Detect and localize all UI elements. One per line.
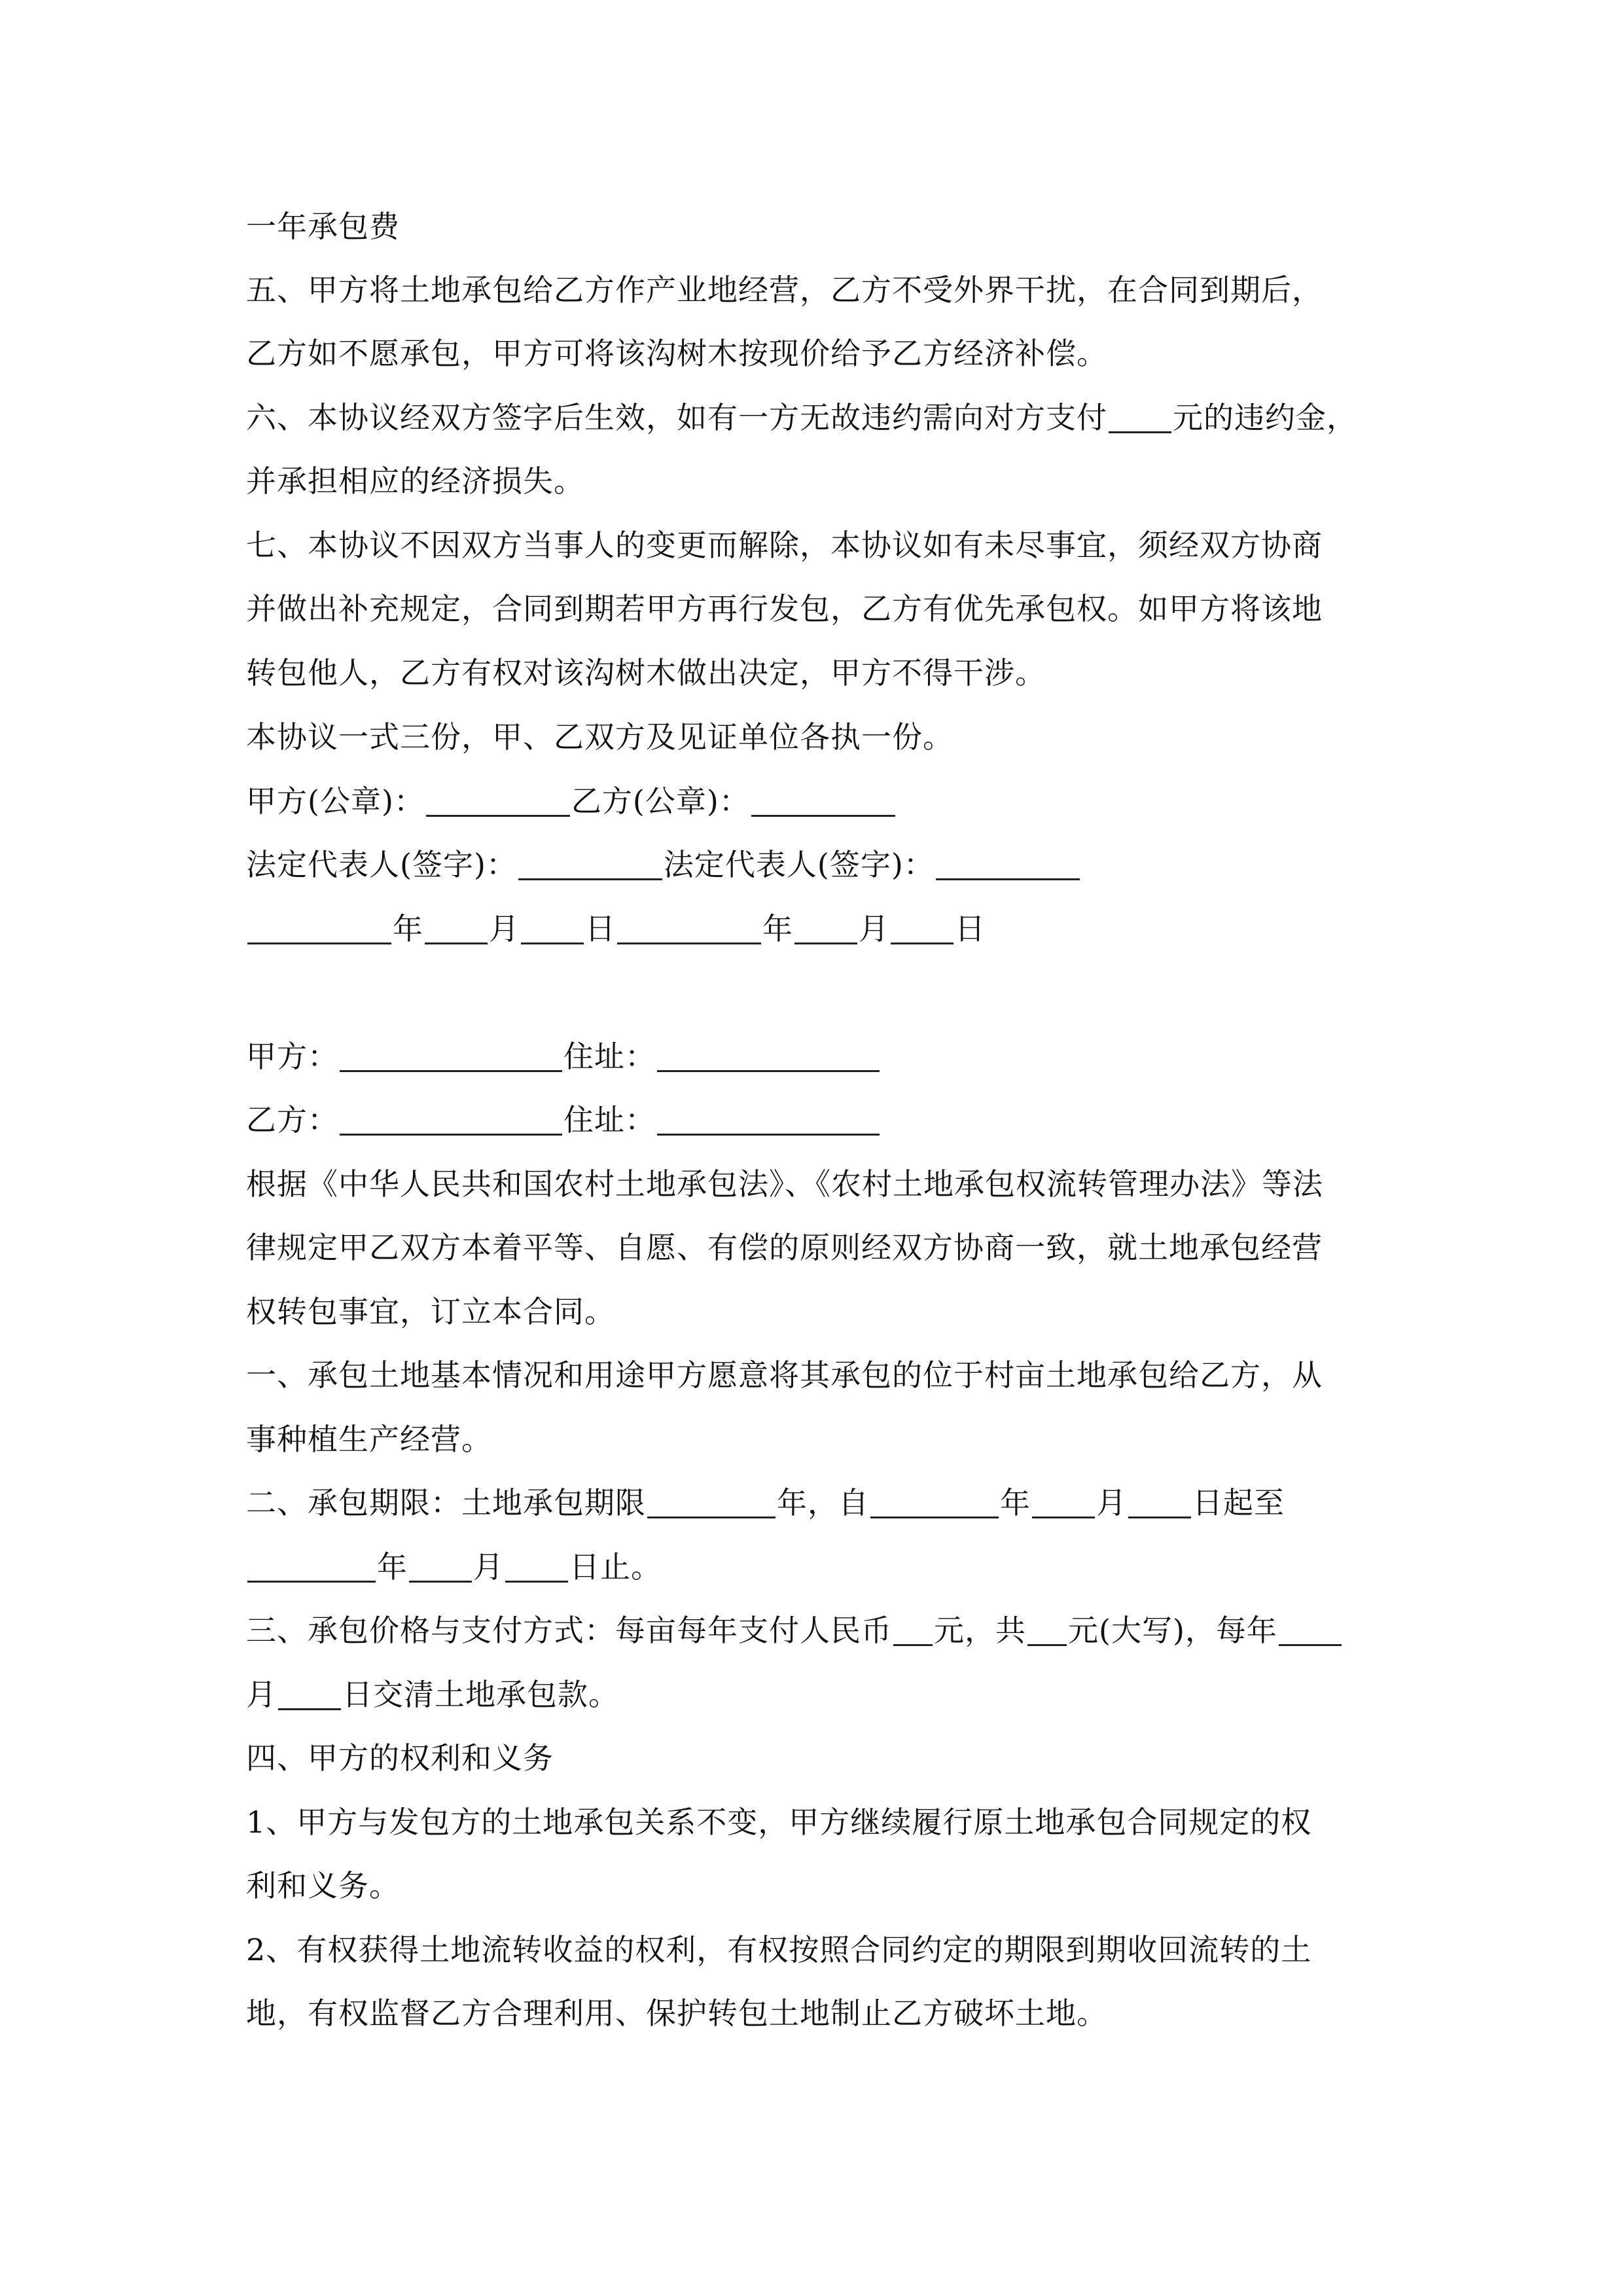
- party-a-address-blank: [657, 1032, 880, 1072]
- party-b-seal-label: 乙方(公章)：: [571, 783, 750, 819]
- party-a-label: 甲方：: [246, 1039, 338, 1074]
- line-text: 事种植生产经营。: [246, 1422, 492, 1457]
- clause-5-line-1: [246, 259, 1385, 322]
- party-a-seal-label: 甲方(公章)：: [246, 783, 425, 819]
- preamble-line-1: [246, 1153, 1385, 1216]
- party-b-line: [246, 1088, 1385, 1152]
- clause-6-line-2: [246, 450, 1385, 513]
- seal-line: [246, 770, 1385, 833]
- clause-3-line-2: [246, 1663, 1385, 1727]
- line-text: 地，有权监督乙方合理利用、保护转包土地制止乙方破坏土地。: [246, 1996, 1107, 2031]
- party-a-signature-blank: [518, 840, 662, 880]
- month-label: 月: [489, 911, 520, 946]
- clause-7-line-2: [246, 577, 1385, 641]
- end-month-blank: [409, 1543, 472, 1583]
- line-text: 元，共: [934, 1613, 1026, 1648]
- clause-1-line-2: [246, 1408, 1385, 1471]
- payment-day-blank: [278, 1670, 341, 1710]
- line-text: 四、甲方的权利和义务: [246, 1740, 554, 1776]
- year-label: 年: [762, 911, 793, 946]
- copies-line: [246, 706, 1385, 769]
- term-years-blank: [647, 1479, 776, 1518]
- party-b-label: 乙方：: [246, 1102, 338, 1138]
- line-text: 并做出补充规定，合同到期若甲方再行发包，乙方有优先承包权。如甲方将该地: [246, 591, 1323, 626]
- clause-4-1-line-2: [246, 1854, 1385, 1918]
- day-label: 日: [955, 911, 986, 946]
- line-text: 利和义务。: [246, 1868, 400, 1903]
- year-label: 年: [1000, 1485, 1031, 1520]
- line-text: 七、本协议不因双方当事人的变更而解除，本协议如有未尽事宜，须经双方协商: [246, 528, 1323, 563]
- end-year-blank: [247, 1543, 376, 1583]
- payment-month-blank: [1279, 1606, 1342, 1646]
- clause-7-line-3: [246, 641, 1385, 705]
- clause-4-2-line-1: [246, 1918, 1385, 1982]
- line-text: 一年承包费: [246, 209, 400, 244]
- party-b-signature-blank: [936, 840, 1080, 880]
- party-a-representative-label: 法定代表人(签字)：: [246, 847, 517, 882]
- preamble-line-3: [246, 1280, 1385, 1344]
- line-text: 权转包事宜，订立本合同。: [246, 1294, 615, 1329]
- line-text: 转包他人，乙方有权对该沟树木做出决定，甲方不得干涉。: [246, 655, 1046, 691]
- party-b-representative-label: 法定代表人(签字)：: [663, 847, 935, 882]
- clause-4-1-line-1: [246, 1791, 1385, 1854]
- line-text: 元(大写)，每年: [1068, 1613, 1277, 1648]
- date-line: [246, 897, 1385, 961]
- year-blank: [247, 905, 391, 944]
- address-label: 住址：: [563, 1102, 656, 1138]
- clause-1-line-1: [246, 1344, 1385, 1407]
- clause-2-line-1: [246, 1471, 1385, 1535]
- line-text: 日起至: [1192, 1485, 1285, 1520]
- day-label: 日: [585, 911, 616, 946]
- representative-line: [246, 833, 1385, 897]
- line-text: 律规定甲乙双方本着平等、自愿、有偿的原则经双方协商一致，就土地承包经营: [246, 1230, 1323, 1265]
- line-text: 三、承包价格与支付方式：每亩每年支付人民币: [246, 1613, 892, 1648]
- text-line: [246, 195, 1385, 259]
- month-label: 月: [1096, 1485, 1127, 1520]
- month-blank: [425, 905, 488, 944]
- party-b-address-blank: [657, 1096, 880, 1136]
- line-text: 日交清土地承包款。: [342, 1677, 619, 1712]
- clause-5-line-2: [246, 322, 1385, 386]
- total-amount-blank: [1027, 1606, 1067, 1646]
- line-text: 二、承包期限：土地承包期限: [246, 1485, 646, 1520]
- line-text: 1、甲方与发包方的土地承包关系不变，甲方继续履行原土地承包合同规定的权: [246, 1804, 1312, 1840]
- preamble-line-2: [246, 1216, 1385, 1280]
- end-day-blank: [505, 1543, 568, 1583]
- line-text: 并承担相应的经济损失。: [246, 463, 584, 499]
- day-blank: [521, 905, 584, 944]
- month-label: 月: [473, 1549, 504, 1585]
- year-label: 年: [393, 911, 423, 946]
- clause-6-line-1: [246, 386, 1385, 450]
- address-label: 住址：: [563, 1039, 656, 1074]
- start-year-blank: [870, 1479, 999, 1518]
- party-a-line: [246, 1025, 1385, 1088]
- clause-2-line-2: [246, 1535, 1385, 1599]
- clause-3-line-1: [246, 1599, 1385, 1662]
- line-text: 元的违约金，: [1173, 400, 1357, 435]
- month-label: 月: [859, 911, 889, 946]
- start-day-blank: [1128, 1479, 1191, 1518]
- start-month-blank: [1032, 1479, 1095, 1518]
- line-text: 一、承包土地基本情况和用途甲方愿意将其承包的位于村亩土地承包给乙方，从: [246, 1357, 1323, 1393]
- line-text: 本协议一式三份，甲、乙双方及见证单位各执一份。: [246, 719, 954, 755]
- clause-4-2-line-2: [246, 1982, 1385, 2045]
- line-text: 根据《中华人民共和国农村土地承包法》、《农村土地承包权流转管理办法》等法: [246, 1166, 1323, 1202]
- line-text: 2、有权获得土地流转收益的权利，有权按照合同约定的期限到期收回流转的土: [246, 1932, 1312, 1967]
- party-a-seal-blank: [426, 777, 570, 817]
- year-label: 年: [377, 1549, 408, 1585]
- line-text: 年，自: [777, 1485, 869, 1520]
- day-blank: [891, 905, 954, 944]
- line-text: 五、甲方将土地承包给乙方作产业地经营，乙方不受外界干扰，在合同到期后，: [246, 272, 1323, 308]
- line-text: 乙方如不愿承包，甲方可将该沟树木按现价给予乙方经济补偿。: [246, 336, 1107, 371]
- line-text: 日止。: [569, 1549, 662, 1585]
- month-label: 月: [246, 1677, 277, 1712]
- price-per-mu-blank: [893, 1606, 933, 1646]
- clause-7-line-1: [246, 514, 1385, 577]
- line-text: 六、本协议经双方签字后生效，如有一方无故违约需向对方支付: [246, 400, 1107, 435]
- month-blank: [794, 905, 857, 944]
- clause-4-heading: [246, 1727, 1385, 1790]
- party-b-seal-blank: [751, 777, 895, 817]
- penalty-amount-blank: [1109, 393, 1171, 433]
- party-b-name-blank: [340, 1096, 562, 1136]
- year-blank: [617, 905, 761, 944]
- party-a-name-blank: [340, 1032, 562, 1072]
